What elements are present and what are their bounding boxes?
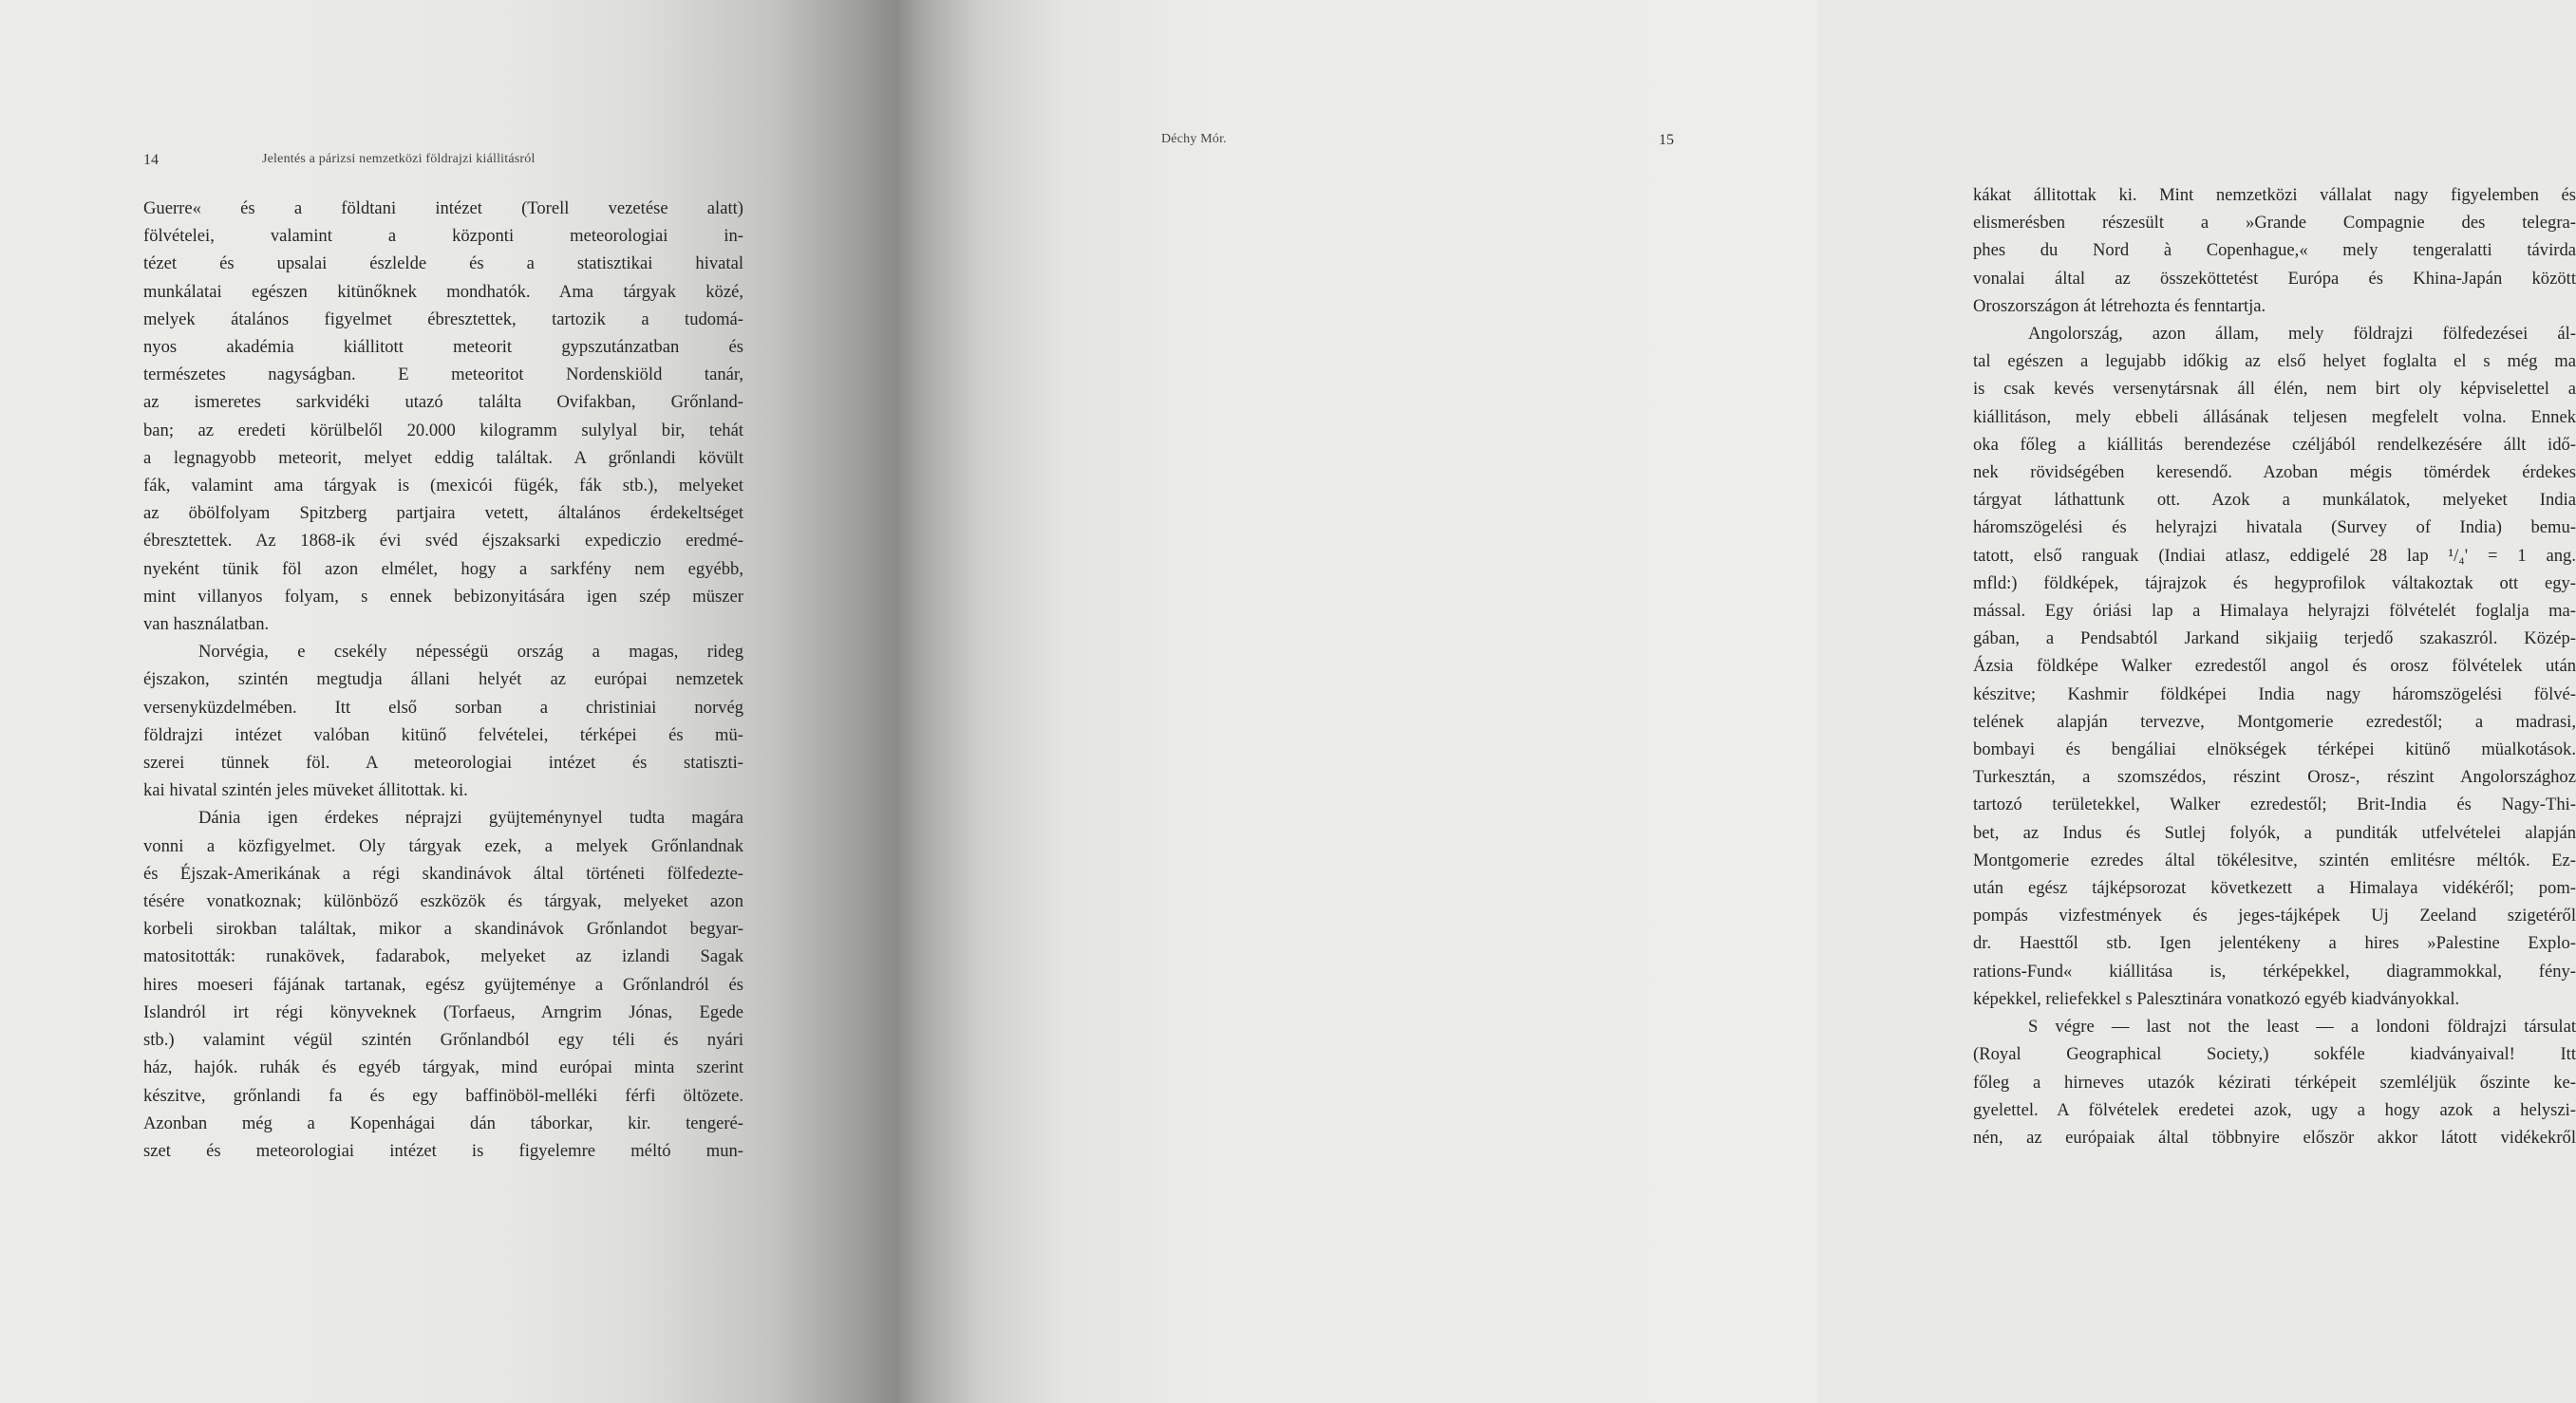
text-line: stb.) valamint végül szintén Grőnlandból egy téli és nyári: [143, 1030, 743, 1051]
text-line: munkálatai egészen kitünőknek mondhatók. Ama tárgyak közé,: [143, 281, 743, 302]
text-line: földrajzi intézet valóban kitünő felvételei, térképei és mü-: [143, 724, 743, 745]
text-line: mint villanyos folyam, s ennek bebizonyitására igen szép müszer: [143, 586, 743, 607]
text-line: Norvégia, e csekély népességü ország a magas, rideg: [198, 642, 743, 663]
text-line: rations-Fund« kiállitása is, térképekkel, diagrammokkal, fény-: [1973, 961, 2576, 982]
left-page: [0, 0, 897, 1403]
text-line: kai hivatal szintén jeles müveket állitottak. ki.: [143, 780, 468, 801]
text-line: Islandról irt régi könyveknek (Torfaeus, Arngrim Jónas, Egede: [143, 1001, 743, 1022]
text-line: Angolország, azon állam, mely földrajzi fölfedezései ál-: [2028, 324, 2576, 345]
right-page: [897, 0, 2576, 1403]
text-line: elismerésben részesült a »Grande Compagnie des telegra-: [1973, 213, 2576, 234]
text-line: vonalai által az összeköttetést Európa és Khina-Japán között: [1973, 268, 2576, 289]
text-line: nén, az európaiak által többnyire először akkor látott vidékekről: [1973, 1127, 2576, 1148]
text-line: nyos akadémia kiállitott meteorit gypszutánzatban és: [143, 337, 743, 358]
text-line: képekkel, reliefekkel s Palesztinára vonatkozó egyéb kiadványokkal.: [1973, 988, 2460, 1009]
text-line: is csak kevés versenytársnak áll élén, nem birt oly képviselettel a: [1973, 379, 2576, 400]
running-head-right: Déchy Mór.: [1161, 132, 1227, 146]
text-line: vonni a közfigyelmet. Oly tárgyak ezek, a melyek Grőnlandnak: [143, 835, 743, 856]
text-line: az ismeretes sarkvidéki utazó találta Ovifakban, Grőnland-: [143, 392, 743, 413]
text-line: bombayi és bengáliai elnökségek térképei kitünő müalkotások.: [1973, 739, 2576, 760]
text-line: mással. Egy óriási lap a Himalaya helyrajzi fölvételét foglalja ma-: [1973, 601, 2576, 622]
text-line: fölvételei, valamint a központi meteorologiai in-: [143, 226, 743, 247]
text-line: és Éjszak-Amerikának a régi skandinávok által történeti fölfedezte-: [143, 863, 743, 884]
text-line: után egész tájképsorozat következett a Himalaya vidékéről; pom-: [1973, 878, 2576, 899]
text-line: tatott, első ranguak (Indiai atlasz, eddigelé 28 lap ¹/₄' = 1 ang.: [1973, 545, 2576, 566]
text-line: kákat állitottak ki. Mint nemzetközi vállalat nagy figyelemben és: [1973, 185, 2576, 205]
page-number-left: 14: [143, 152, 159, 168]
text-line: nek rövidségében keresendő. Azoban mégis tömérdek érdekes: [1973, 462, 2576, 483]
text-line: S végre — last not the least — a londoni földrajzi társulat: [2028, 1017, 2576, 1038]
text-line: tal egészen a legujabb időkig az első helyet foglalta el s még ma: [1973, 351, 2576, 372]
text-line: éjszakon, szintén megtudja állani helyét az európai nemzetek: [143, 669, 743, 690]
left-page-body: [143, 195, 743, 1165]
text-line: készitve, grőnlandi fa és egy baffinöböl-melléki férfi öltözete.: [143, 1085, 743, 1106]
text-line: nyeként tünik föl azon elmélet, hogy a sarkfény nem egyébb,: [143, 558, 743, 579]
text-line: oka főleg a kiállitás berendezése czéljából rendelkezésére állt idő-: [1973, 434, 2576, 455]
text-line: ház, hajók. ruhák és egyéb tárgyak, mind európai minta szerint: [143, 1057, 743, 1078]
text-line: szerei tünnek föl. A meteorologiai intézet és statiszti-: [143, 753, 743, 774]
text-line: fák, valamint ama tárgyak is (mexicói fügék, fák stb.), melyeket: [143, 476, 743, 496]
text-line: telének alapján tervezve, Montgomerie ezredestől; a madrasi,: [1973, 711, 2576, 732]
text-line: gyelettel. A fölvételek eredetei azok, ugy a hogy azok a helyszi-: [1973, 1099, 2576, 1120]
text-line: készitve; Kashmir földképei India nagy háromszögelési fölvé-: [1973, 683, 2576, 704]
running-head-left: Jelentés a párizsi nemzetközi földrajzi kiállitásról: [262, 152, 536, 166]
text-line: az öbölfolyam Spitzberg partjaira vetett, általános érdekeltséget: [143, 503, 743, 524]
text-line: phes du Nord à Copenhague,« mely tengeralatti távirda: [1973, 240, 2576, 261]
text-line: mfld:) földképek, tájrajzok és hegyprofilok váltakoztak ott egy-: [1973, 572, 2576, 593]
text-line: kiállitáson, mely ebbeli állásának teljesen megfelelt volna. Ennek: [1973, 406, 2576, 427]
text-line: Dánia igen érdekes néprajzi gyüjteménynyel tudta magára: [198, 808, 743, 829]
text-line: ban; az eredeti körülbelől 20.000 kilogramm sulylyal bir, tehát: [143, 420, 743, 440]
text-line: Ázsia földképe Walker ezredestől angol és orosz fölvételek után: [1973, 656, 2576, 677]
text-line: Turkesztán, a szomszédos, részint Orosz-, részint Angolországhoz: [1973, 767, 2576, 788]
text-line: ébresztettek. Az 1868-ik évi svéd éjszaksarki expediczio eredmé-: [143, 531, 743, 552]
text-line: hires moeseri fájának tartanak, egész gyüjteménye a Grőnlandról és: [143, 974, 743, 995]
text-line: tézet és upsalai észlelde és a statisztikai hivatal: [143, 253, 743, 274]
text-line: tárgyat láthattunk ott. Azok a munkálatok, melyeket India: [1973, 490, 2576, 511]
text-line: Azonban még a Kopenhágai dán táborkar, kir. tengeré-: [143, 1113, 743, 1133]
text-line: szet és meteorologiai intézet is figyelemre méltó mun-: [143, 1140, 743, 1161]
text-line: korbeli sirokban találtak, mikor a skandinávok Grőnlandot begyar-: [143, 919, 743, 940]
text-line: matositották: runakövek, fadarabok, melyeket az izlandi Sagak: [143, 946, 743, 967]
text-line: a legnagyobb meteorit, melyet eddig találtak. A grőnlandi kövült: [143, 447, 743, 468]
text-line: melyek átalános figyelmet ébresztettek, tartozik a tudomá-: [143, 309, 743, 329]
text-line: Guerre« és a földtani intézet (Torell vezetése alatt): [143, 198, 743, 218]
text-line: van használatban.: [143, 614, 270, 635]
text-line: főleg a hirneves utazók kézirati térképeit szemléljük őszinte ke-: [1973, 1072, 2576, 1093]
right-page-body: [1973, 181, 2576, 1151]
text-line: Montgomerie ezredes által tökélesitve, szintén emlitésre méltók. Ez-: [1973, 850, 2576, 870]
text-line: háromszögelési és helyrajzi hivatala (Survey of India) bemu-: [1973, 517, 2576, 538]
text-line: dr. Haesttől stb. Igen jelentékeny a hires »Palestine Explo-: [1973, 933, 2576, 954]
text-line: (Royal Geographical Society,) sokféle kiadványaival! Itt: [1973, 1044, 2576, 1065]
text-line: versenyküzdelmében. Itt első sorban a christiniai norvég: [143, 697, 743, 718]
text-line: tésére vonatkoznak; különböző eszközök és tárgyak, melyeket azon: [143, 891, 743, 912]
text-line: bet, az Indus és Sutlej folyók, a punditák utfelvételei alapján: [1973, 822, 2576, 843]
text-line: Oroszországon át létrehozta és fenntartja.: [1973, 295, 2266, 316]
page-number-right: 15: [1659, 132, 1674, 148]
text-line: gában, a Pendsabtól Jarkand sikjaiig terjedő szakaszról. Közép-: [1973, 628, 2576, 649]
text-line: tartozó területekkel, Walker ezredestől; Brit-India és Nagy-Thi-: [1973, 795, 2576, 815]
text-line: természetes nagyságban. E meteoritot Nordenskiöld tanár,: [143, 365, 743, 385]
text-line: pompás vizfestmények és jeges-tájképek Uj Zeeland szigetéről: [1973, 906, 2576, 926]
